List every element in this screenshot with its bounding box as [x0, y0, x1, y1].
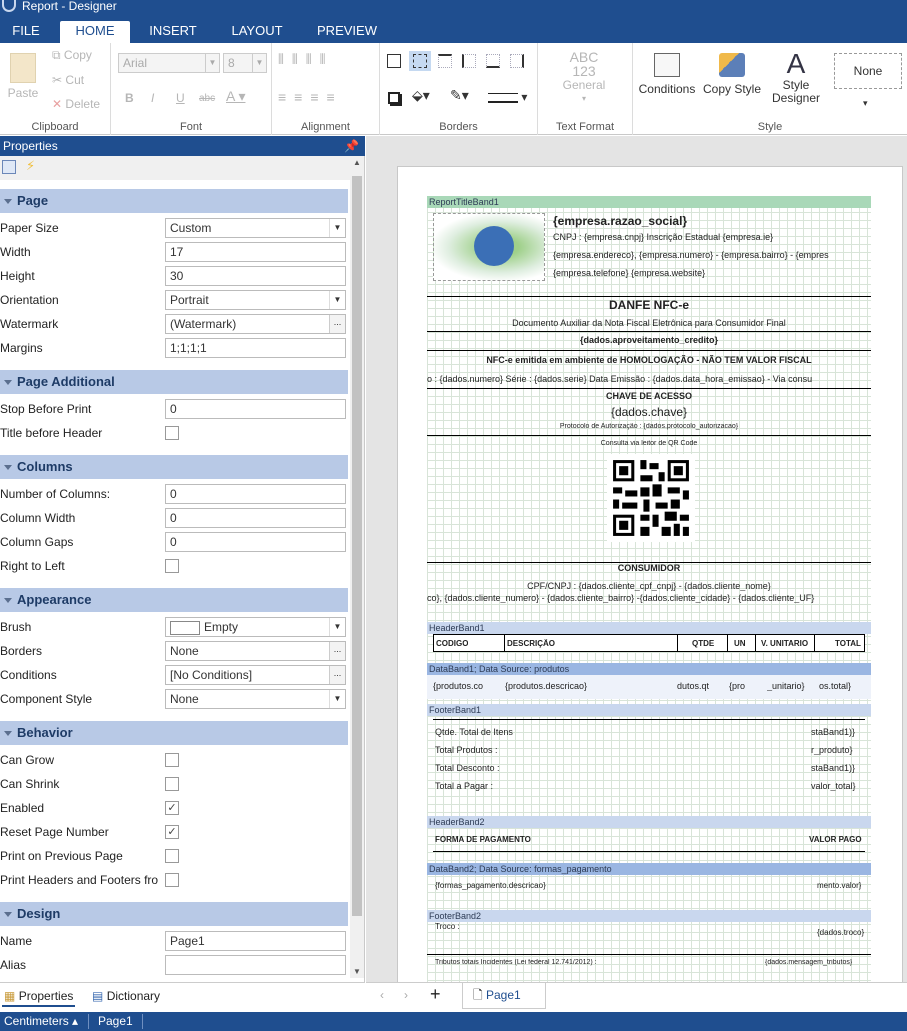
right-to-left-checkbox[interactable] [165, 559, 179, 573]
conditions-button[interactable]: Conditions [638, 53, 696, 96]
copy-button[interactable]: ⧉ Copy [52, 48, 92, 62]
data-un[interactable]: {pro [729, 681, 746, 691]
status-divider [88, 1014, 89, 1029]
pin-icon[interactable]: 📌 [344, 139, 359, 153]
chave-acesso-label[interactable]: CHAVE DE ACESSO [605, 391, 692, 401]
prop-print-on-previous-page: Print on Previous Page [0, 844, 348, 868]
divider [427, 350, 871, 351]
doc-auxiliar-text[interactable]: Documento Auxiliar da Nota Fiscal Eletrônica para Consumidor Final [512, 318, 786, 328]
print-on-previous-page-checkbox[interactable] [165, 849, 179, 863]
page1-tab[interactable]: 🗋 Page1 [462, 983, 546, 1009]
prop-height: Height 30 [0, 264, 348, 288]
width-input[interactable]: 17 [165, 242, 346, 262]
copy-icon: ⧉ [52, 48, 61, 62]
prop-title-before-header: Title before Header [0, 421, 348, 445]
pagamento-valor[interactable]: mento.valor} [817, 881, 862, 890]
stop-before-print-input[interactable]: 0 [165, 399, 346, 419]
col-descricao[interactable]: DESCRIÇÃO [507, 639, 556, 648]
valor-pago-label[interactable]: VALOR PAGO [809, 835, 862, 844]
prop-name: Name Page1 [0, 929, 348, 953]
italic-icon[interactable]: I [151, 91, 155, 105]
nfce-logo [433, 213, 545, 281]
style-designer-icon: A [786, 48, 806, 79]
borders-group [380, 43, 538, 135]
delete-icon: ✕ [52, 97, 63, 111]
height-input[interactable]: 30 [165, 266, 346, 286]
border-color-icon[interactable]: ✎▾ [450, 87, 469, 103]
data-unitario[interactable]: _unitario} [767, 681, 805, 691]
total-produtos-value[interactable]: r_produto} [811, 745, 853, 755]
next-page-icon[interactable]: › [404, 988, 408, 1002]
chevron-down-icon: ▼ [252, 54, 266, 72]
style-none-button[interactable]: None [834, 53, 902, 89]
app-logo-icon [2, 0, 16, 12]
outside-borders-icon[interactable] [409, 51, 431, 71]
divider [433, 851, 865, 852]
chave-text[interactable]: {dados.chave} [610, 405, 688, 419]
dictionary-icon: ▤ [92, 989, 104, 1003]
prop-orientation: Orientation Portrait ▼ [0, 288, 348, 312]
orientation-select[interactable]: Portrait ▼ [165, 290, 346, 310]
prop-borders: Borders None ... [0, 639, 348, 663]
band-data-1[interactable]: DataBand1; Data Source: produtos [427, 663, 871, 675]
chevron-down-icon: ▼ [329, 690, 345, 708]
borders-field[interactable]: None ... [165, 641, 346, 661]
horizontal-align-icons[interactable]: ≡≡≡≡ [278, 89, 343, 105]
divider [427, 296, 871, 297]
clipboard-group-label: Clipboard [31, 121, 79, 133]
prop-alias: Alias [0, 953, 348, 977]
prop-width: Width 17 [0, 240, 348, 264]
total-pagar-value[interactable]: valor_total} [811, 781, 856, 791]
borders-group-label: Borders [439, 121, 478, 133]
column-gaps-input[interactable]: 0 [165, 532, 346, 552]
print-headers-footers-checkbox[interactable] [165, 873, 179, 887]
prop-conditions: Conditions [No Conditions] ... [0, 663, 348, 687]
report-surface[interactable] [427, 196, 871, 982]
title-bar [0, 0, 907, 17]
watermark-field[interactable]: (Watermark) ... [165, 314, 346, 334]
top-border-icon[interactable] [438, 54, 452, 68]
add-page-icon[interactable]: + [430, 984, 441, 1004]
band-header-2[interactable]: HeaderBand2 [427, 816, 871, 828]
prop-brush: Brush Empty ▼ [0, 615, 348, 639]
column-headers [433, 634, 865, 652]
divider [433, 719, 865, 720]
cut-icon: ✂ [52, 73, 63, 87]
style-designer-button[interactable]: A Style Designer [767, 49, 825, 105]
tab-insert[interactable]: INSERT [149, 23, 197, 38]
pagamento-descricao[interactable]: {formas_pagamento.descricao} [435, 881, 546, 890]
border-style-icon[interactable]: ▾ [488, 91, 527, 104]
homologacao-text[interactable]: NFC-e emitida em ambiente de HOMOLOGAÇÃO - NÃO TEM VALOR FISCAL [486, 355, 812, 365]
qr-code-graphic [607, 454, 695, 542]
font-size-combo[interactable]: 8 ▼ [223, 53, 267, 73]
chevron-down-icon: ▼ [329, 291, 345, 309]
component-style-select[interactable]: None ▼ [165, 689, 346, 709]
total-desconto-value[interactable]: staBand1)} [811, 763, 856, 773]
reset-page-number-checkbox[interactable]: ✓ [165, 825, 179, 839]
prop-print-headers-footers: Print Headers and Footers fro [0, 868, 348, 892]
dictionary-tab[interactable]: ▤ Dictionary [92, 989, 161, 1003]
prop-number-of-columns: Number of Columns: 0 [0, 482, 348, 506]
font-group [111, 43, 272, 135]
prop-component-style: Component Style None ▼ [0, 687, 348, 711]
style-group [633, 43, 907, 135]
fill-color-icon[interactable]: ⬙▾ [412, 87, 430, 103]
chevron-down-icon: ▼ [329, 618, 345, 636]
category-appearance[interactable]: Appearance [0, 588, 348, 612]
status-divider [142, 1014, 143, 1029]
prop-right-to-left: Right to Left [0, 554, 348, 578]
scrollbar-thumb[interactable] [352, 176, 362, 916]
divider [427, 954, 871, 955]
status-page: Page1 [98, 1014, 133, 1028]
divider [427, 331, 871, 332]
page-icon: 🗋 [473, 988, 483, 1002]
consulta-qr-text[interactable]: Consulta via leitor de QR Code [600, 440, 698, 447]
report-page [397, 166, 903, 982]
divider [427, 388, 871, 389]
data-codigo[interactable]: {produtos.co [433, 681, 484, 691]
data-descricao[interactable]: {produtos.descricao} [505, 681, 588, 691]
alignment-group-label: Alignment [301, 121, 350, 133]
strikethrough-icon[interactable]: abc [199, 93, 216, 104]
troco-label[interactable]: Troco : [435, 922, 460, 931]
right-border-icon[interactable] [510, 54, 524, 68]
band-header-1[interactable]: HeaderBand1 [427, 622, 871, 634]
col-codigo[interactable]: CODIGO [436, 639, 469, 648]
title-before-header-checkbox[interactable] [165, 426, 179, 440]
category-behavior[interactable]: Behavior [0, 721, 348, 745]
prop-column-width: Column Width 0 [0, 506, 348, 530]
consumidor-label[interactable]: CONSUMIDOR [617, 563, 681, 573]
cpf-cnpj-text[interactable]: CPF/CNPJ : {dados.cliente_cpf_cnpj} - {dados.cliente_nome} [527, 581, 771, 591]
categorized-icon[interactable] [2, 160, 16, 174]
column-width-input[interactable]: 0 [165, 508, 346, 528]
total-pagar-label[interactable]: Total a Pagar : [435, 781, 494, 791]
can-shrink-checkbox[interactable] [165, 777, 179, 791]
brush-select[interactable]: Empty ▼ [165, 617, 346, 637]
properties-scrollbar[interactable] [350, 156, 364, 978]
tab-layout[interactable]: LAYOUT [231, 23, 283, 38]
properties-header: Properties 📌 [0, 136, 365, 156]
category-page[interactable]: Page [0, 189, 348, 213]
mensagem-tributos[interactable]: {dados.mensagem_tributos} [765, 959, 853, 966]
ellipsis-icon[interactable]: ... [329, 666, 345, 684]
col-un[interactable]: UN [734, 639, 746, 648]
ellipsis-icon[interactable]: ... [329, 642, 345, 660]
number-of-columns-input[interactable]: 0 [165, 484, 346, 504]
properties-panel [0, 136, 365, 986]
prop-paper-size: Paper Size Custom ▼ [0, 216, 348, 240]
shadow-icon[interactable] [388, 91, 400, 104]
col-qtde[interactable]: QTDE [692, 639, 715, 648]
prop-margins: Margins 1;1;1;1 [0, 336, 348, 360]
band-footer-1[interactable]: FooterBand1 [427, 704, 871, 716]
numero-serie-text[interactable]: o : {dados.numero} Série : {dados.serie} Data Emissão : {dados.data_hora_emissao} - Via consu [427, 374, 813, 384]
page-tabs [366, 982, 907, 1010]
endereco-text[interactable]: {empresa.endereco}, {empresa.numero} - {empresa.bairro} - {empres [553, 250, 829, 260]
cliente-endereco-text[interactable]: co}, {dados.cliente_numero} - {dados.cliente_bairro} -{dados.cliente_cidade} - {dados.cliente_UF} [427, 593, 815, 603]
chevron-down-icon: ▼ [329, 219, 345, 237]
alias-input[interactable] [165, 955, 346, 975]
design-canvas [366, 136, 907, 982]
vertical-align-icons[interactable]: ⫴⫴⫴⫴ [278, 51, 334, 67]
scroll-down-icon[interactable]: ▼ [353, 967, 361, 976]
copy-style-button[interactable]: Copy Style [701, 53, 763, 96]
aproveitamento-text[interactable]: {dados.aproveitamento_credito} [579, 335, 719, 345]
cnpj-ie-text[interactable]: CNPJ : {empresa.cnpj} Inscrição Estadual {empresa.ie} [553, 232, 774, 242]
previous-page-icon[interactable]: ‹ [380, 988, 384, 1002]
troco-value[interactable]: {dados.troco} [817, 928, 865, 937]
nfce-logo-circle [474, 226, 514, 266]
tributos-label[interactable]: Tributos totais Incidentes (Lei federal 12.741/2012) : [435, 959, 597, 966]
name-input[interactable]: Page1 [165, 931, 346, 951]
tab-preview[interactable]: PREVIEW [317, 23, 377, 38]
total-desconto-label[interactable]: Total Desconto : [435, 763, 500, 773]
text-format-group [538, 43, 633, 135]
bottom-border-icon[interactable] [486, 54, 500, 68]
prop-column-gaps: Column Gaps 0 [0, 530, 348, 554]
underline-icon[interactable]: U [176, 91, 185, 105]
category-page-additional[interactable]: Page Additional [0, 370, 348, 394]
danfe-title[interactable]: DANFE NFC-e [609, 298, 689, 312]
text-format-group-label: Text Format [555, 121, 615, 133]
font-family-combo[interactable]: Arial ▼ [118, 53, 220, 73]
paste-button[interactable]: Paste [4, 53, 42, 100]
alignment-group [272, 43, 380, 135]
ribbon [0, 43, 907, 135]
tab-home[interactable]: HOME [60, 21, 130, 43]
paste-icon [10, 53, 36, 83]
brush-swatch [170, 621, 200, 635]
tab-file[interactable]: FILE [12, 23, 40, 38]
divider [427, 435, 871, 436]
font-color-icon[interactable]: A ▾ [226, 88, 246, 104]
band-footer-2[interactable]: FooterBand2 [427, 910, 871, 922]
prop-reset-page-number: Reset Page Number ✓ [0, 820, 348, 844]
properties-tab[interactable]: ▦ Properties [2, 987, 75, 1007]
text-format-button[interactable]: ABC 123 General ▾ [556, 50, 612, 106]
cut-button[interactable]: ✂ Cut [52, 73, 85, 87]
paintbrush-icon [719, 53, 745, 77]
units-selector[interactable]: Centimeters ▴ [4, 1014, 79, 1028]
telefone-text[interactable]: {empresa.telefone} {empresa.website} [553, 268, 706, 278]
category-design[interactable]: Design [0, 902, 348, 926]
razao-social-text[interactable]: {empresa.razao_social} [553, 214, 688, 228]
col-unitario[interactable]: V. UNITARIO [761, 639, 809, 648]
col-total[interactable]: TOTAL [835, 639, 861, 648]
prop-can-grow: Can Grow [0, 748, 348, 772]
category-columns[interactable]: Columns [0, 455, 348, 479]
window-title: Report - Designer [22, 0, 117, 13]
band-report-title[interactable]: ReportTitleBand1 [427, 196, 871, 208]
delete-button[interactable]: ✕ Delete [52, 97, 101, 111]
prop-stop-before-print: Stop Before Print 0 [0, 397, 348, 421]
chevron-down-icon: ▾ [581, 94, 586, 103]
can-grow-checkbox[interactable] [165, 753, 179, 767]
menu-bar [0, 17, 907, 43]
properties-toolbar [0, 156, 350, 180]
data-total[interactable]: os.total} [819, 681, 852, 691]
prop-watermark: Watermark (Watermark) ... [0, 312, 348, 336]
paper-size-select[interactable]: Custom ▼ [165, 218, 346, 238]
properties-icon: ▦ [4, 989, 16, 1003]
qtde-itens-value[interactable]: staBand1)} [811, 727, 856, 737]
scroll-up-icon[interactable]: ▲ [353, 158, 361, 167]
data-row-produtos [427, 675, 871, 699]
font-group-label: Font [179, 121, 202, 133]
panel-tabs [0, 982, 365, 1010]
events-icon[interactable]: ⚡ [26, 158, 36, 173]
band-data-2[interactable]: DataBand2; Data Source: formas_pagamento [427, 863, 871, 875]
qr-code[interactable] [607, 454, 695, 542]
conditions-field[interactable]: [No Conditions] ... [165, 665, 346, 685]
ellipsis-icon[interactable]: ... [329, 315, 345, 333]
chevron-down-icon: ▼ [205, 54, 219, 72]
enabled-checkbox[interactable]: ✓ [165, 801, 179, 815]
data-qtde[interactable]: dutos.qt [677, 681, 710, 691]
conditions-icon [654, 53, 680, 77]
qtde-itens-label[interactable]: Qtde. Total de Itens [435, 727, 513, 737]
status-bar [0, 1012, 907, 1031]
protocolo-text[interactable]: Protocolo de Autorização : {dados.protocolo_autorizacao} [559, 423, 739, 430]
forma-pagamento-label[interactable]: FORMA DE PAGAMENTO [435, 835, 531, 844]
left-border-icon[interactable] [462, 54, 476, 68]
total-produtos-label[interactable]: Total Produtos : [435, 745, 498, 755]
clipboard-group [0, 43, 111, 135]
margins-input[interactable]: 1;1;1;1 [165, 338, 346, 358]
bold-icon[interactable]: B [125, 91, 134, 105]
chevron-down-icon[interactable]: ▾ [863, 98, 868, 108]
all-borders-icon[interactable] [387, 54, 401, 68]
prop-can-shrink: Can Shrink [0, 772, 348, 796]
style-group-label: Style [757, 121, 783, 133]
prop-enabled: Enabled ✓ [0, 796, 348, 820]
